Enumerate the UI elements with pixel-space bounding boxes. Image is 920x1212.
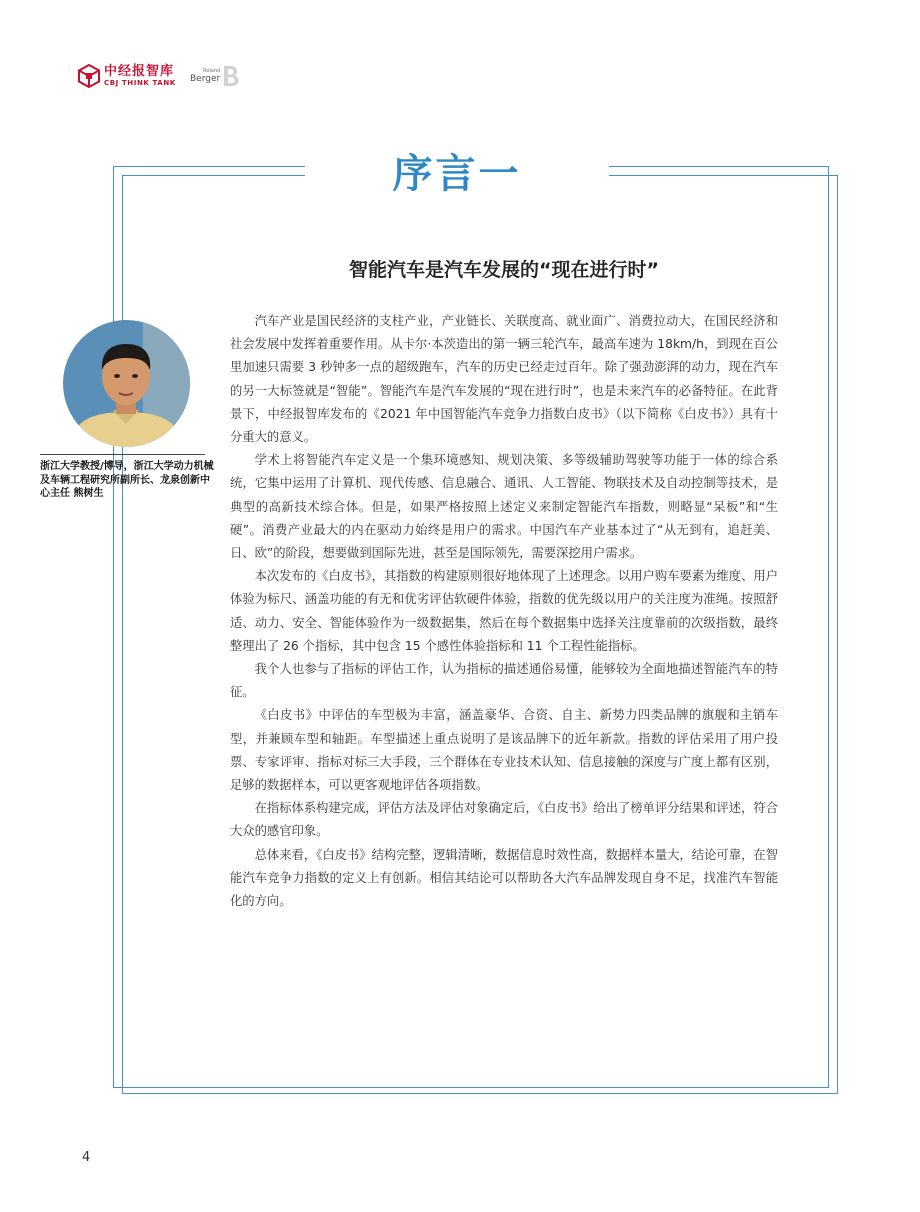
paragraph: 本次发布的《白皮书》，其指数的构建原则很好地体现了上述理念。以用户购车要素为维度、用户体验为标尺、涵盖功能的有无和优劣评估软硬件体验，指数的优先级以用户的关注度为准绳。按照舒适、动力、安全、智能体验作为一级数据集，然后在每个数据集中选择关注度靠前的次级指数，最终整理出了 26 个指标，其中包含 15 个感性体验指标和 11 个工程性能指标。 bbox=[230, 569, 778, 653]
author-caption: 浙江大学教授/博导，浙江大学动力机械及车辆工程研究所副所长、龙泉创新中心主任 熊树生 bbox=[40, 461, 214, 499]
page-title: 序言一 bbox=[392, 151, 522, 197]
paragraph: 学术上将智能汽车定义是一个集环境感知、规划决策、多等级辅助驾驶等功能于一体的综合系统，它集中运用了计算机、现代传感、信息融合、通讯、人工智能、物联技术及自动控制等技术，是典型的高新技术综合体。但是，如果严格按照上述定义来制定智能汽车指数，则略显“呆板”和“生硬”。消费产业最大的内在驱动力始终是用户的需求。中国汽车产业基本过了“从无到有，追赶美、日、欧”的阶段，想要做到国际先进，甚至是国际领先，需要深挖用户需求。 bbox=[230, 453, 778, 561]
roland-text: Roland bbox=[203, 68, 221, 74]
roland-berger-logo bbox=[190, 64, 241, 88]
page-number: 4 bbox=[82, 1150, 91, 1165]
cube-logo-icon bbox=[78, 64, 100, 88]
paragraph: 总体来看，《白皮书》结构完整，逻辑清晰，数据信息时效性高，数据样本量大，结论可靠，在智能汽车竞争力指数的定义上有创新。相信其结论可以帮助各大汽车品牌发现自身不足，找准汽车智能化的方向。 bbox=[230, 847, 778, 909]
paragraph: 《白皮书》中评估的车型极为丰富，涵盖豪华、合资、自主、新势力四类品牌的旗舰和主销车型，并兼顾车型和轴距。车型描述上重点说明了是该品牌下的近年新款。指数的评估采用了用户投票、专家评审、指标对标三大手段，三个群体在专业技术认知、信息接触的深度与广度上都有区别，足够的数据样本，可以更客观地评估各项指数。 bbox=[230, 708, 778, 793]
paragraph: 我个人也参与了指标的评估工作，认为指标的描述通俗易懂，能够较为全面地描述智能汽车的特征。 bbox=[230, 662, 778, 700]
paragraph: 在指标体系构建完成，评估方法及评估对象确定后，《白皮书》给出了榜单评分结果和评述，符合大众的感官印象。 bbox=[230, 801, 778, 839]
berger-b-mark-icon bbox=[221, 64, 241, 88]
logo-cn-text: 中经报智库 bbox=[104, 63, 175, 79]
author-portrait-image bbox=[63, 320, 190, 447]
paragraph: 汽车产业是国民经济的支柱产业，产业链长、关联度高、就业面广、消费拉动大，在国民经济和社会发展中发挥着重要作用。从卡尔·本茨造出的第一辆三轮汽车，最高车速为 18km/h，到现在百公里加速只需要 3 秒钟多一点的超级跑车，汽车的历史已经走过百年。除了强劲澎湃的动力，现在汽车的另一大标签就是“智能”。智能汽车是汽车发展的“现在进行时”，也是未来汽车的必备特征。在此背景下，中经报智库发布的《2021 年中国智能汽车竞争力指数白皮书》（以下简称《白皮书》）具有十分重大的意义。 bbox=[230, 314, 778, 445]
cbj-think-tank-logo bbox=[78, 64, 176, 88]
section-subtitle: 智能汽车是汽车发展的“现在进行时” bbox=[349, 259, 659, 281]
author-divider bbox=[40, 454, 205, 455]
logo-en-text: CBJ THINK TANK bbox=[104, 78, 176, 87]
author-avatar bbox=[63, 320, 190, 447]
body-text bbox=[230, 310, 778, 913]
berger-text: Berger bbox=[190, 74, 221, 84]
